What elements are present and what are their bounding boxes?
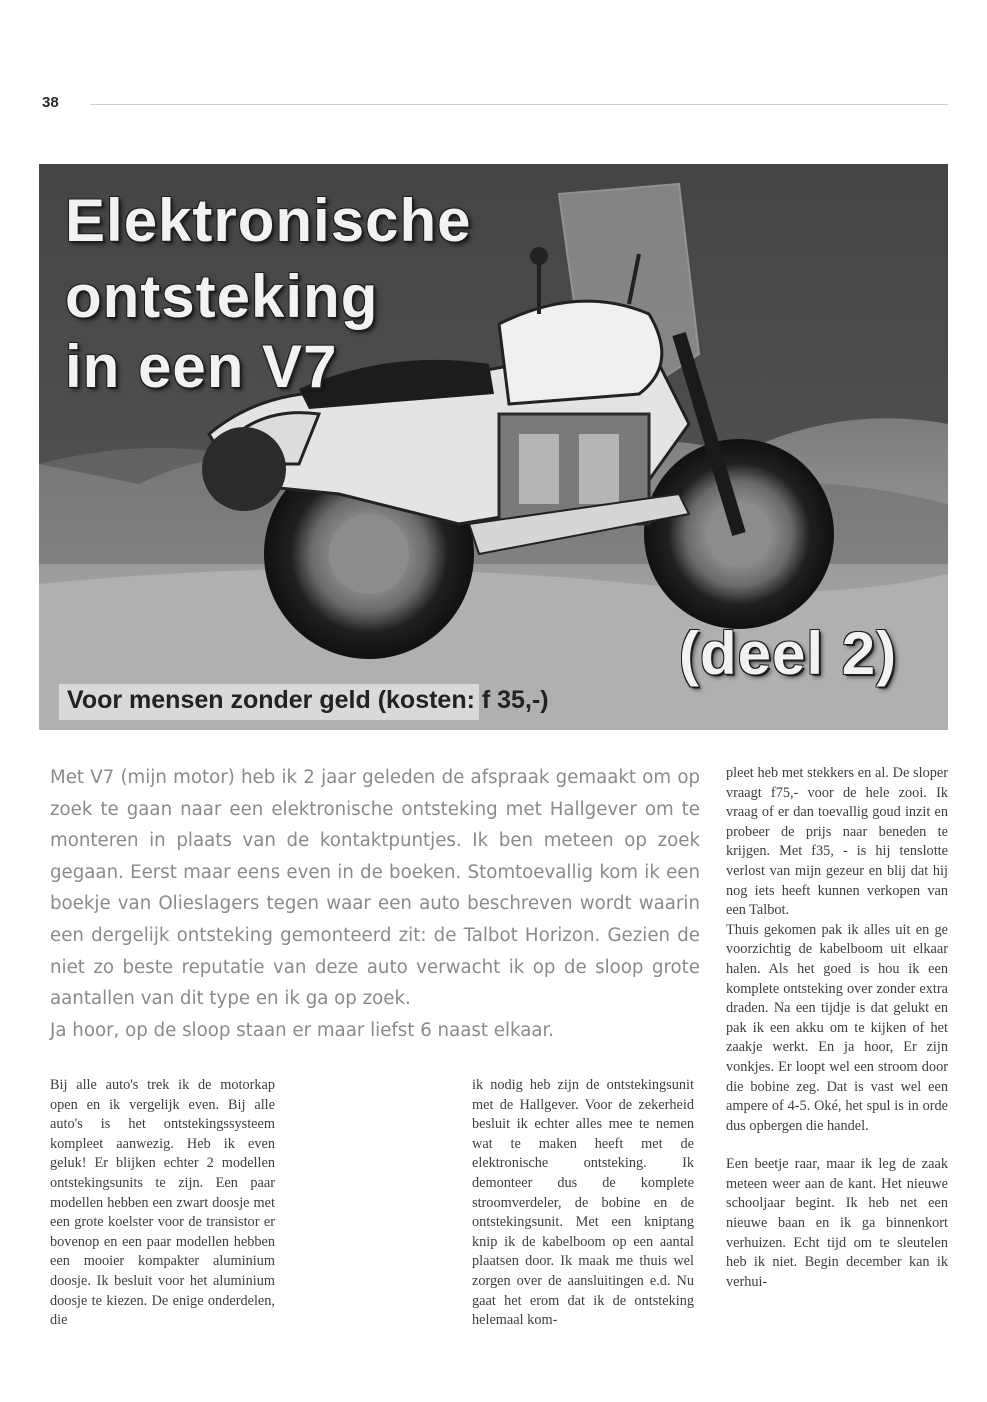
column-text: Een beetje raar, maar ik leg de zaak meteen weer aan de kant. Het nieuwe schooljaar begint. Ik heb net een nieuwe baan en ik ga binnenkort verhuizen. Echt tijd om te sleutelen heb ik niet. Begin december kan ik verhui-: [726, 1156, 948, 1290]
column-text: Thuis gekomen pak ik alles uit en ge voorzichtig de kabelboom uit elkaar halen. Als het goed is hou ik een komplete ontsteking over zonder extra draden. Na een tijdje is dat gelukt en pak ik een akku om te kijken of het zaakje werkt. En ja hoor, Er zijn vonkjes. Er loopt wel een stroom door die bobine zeg. Dat is vast wel een ampere of 4-5. Oké, het spul is in orde dus opbergen die handel.: [726, 921, 948, 1134]
body-column-3: [726, 764, 948, 1292]
column-text: Bij alle auto's trek ik de motorkap open en ik vergelijk even. Bij alle auto's is het ontstekingssysteem kompleet aanwezig. Heb ik even geluk! Er blijken echter 2 modellen ontstekingsunits te zijn. Een paar modellen hebben een zwart doosje met een grote koelster voor de transistor er bovenop en een paar modellen hebben een mooier kompakter aluminium doosje. Ik besluit voor het aluminium doosje te kiezen. De enige onderdelen, die: [50, 1077, 275, 1329]
body-column-2: [472, 1076, 694, 1331]
intro-text: [50, 762, 700, 1046]
column-text: ik nodig heb zijn de ontstekingsunit met de Hallgever. Voor de zekerheid besluit ik echter alles mee te nemen wat te maken heeft met de elektronische ontsteking. Ik demonteer dus de komplete stroomverdeler, de bobine en de ontstekingsunit. Met een kniptang knip ik de kabelboom op een aantal plaatsen door. Ik maak me thuis wel zorgen over de aansluitingen e.d. Nu gaat het erom dat ik de ontsteking helemaal kom-: [472, 1077, 694, 1329]
intro-paragraph: Met V7 (mijn motor) heb ik 2 jaar geleden de afspraak gemaakt om op zoek te gaan naar een elektronische ontsteking met Hallgever om te monteren in plaats van de kontaktpuntjes. Ik ben meteen op zoek gegaan. Eerst maar eens even in de boeken. Stomtoevallig kom ik een boekje van Olieslagers tegen waar een auto beschreven wordt waarin een dergelijk ontsteking gemonteerd zit: de Talbot Horizon. Gezien de niet zo beste reputatie van deze auto verwacht ik op de sloop grote aantallen van dit type en ik ga op zoek.: [50, 767, 700, 1010]
title-line-1: Elektronische: [65, 187, 472, 254]
paragraph-gap: [726, 1136, 948, 1155]
column-text: pleet heb met stekkers en al. De sloper vraagt f75,- voor de hele zooi. Ik vraag of er dan toevallig goud inzit en probeer de prijs naar beneden te krijgen. Met f35, - is hij tenslotte verlost van mijn gezeur en blij dat hij nog iets heeft kunnen verkopen van een Talbot.: [726, 765, 948, 919]
hero-photo: [39, 164, 948, 730]
title-line-2: ontsteking: [65, 263, 379, 330]
page-number: 38: [42, 94, 59, 111]
title-line-3: in een V7: [65, 333, 338, 400]
body-column-1: [50, 1076, 275, 1331]
subtitle-text: Voor mensen zonder geld (kosten: f 35,-): [67, 686, 549, 714]
subtitle-banner: [59, 684, 549, 720]
intro-paragraph: Ja hoor, op de sloop staan er maar liefst 6 naast elkaar.: [50, 1019, 555, 1041]
header-rule: [90, 104, 948, 105]
part-label: (deel 2): [679, 620, 898, 687]
